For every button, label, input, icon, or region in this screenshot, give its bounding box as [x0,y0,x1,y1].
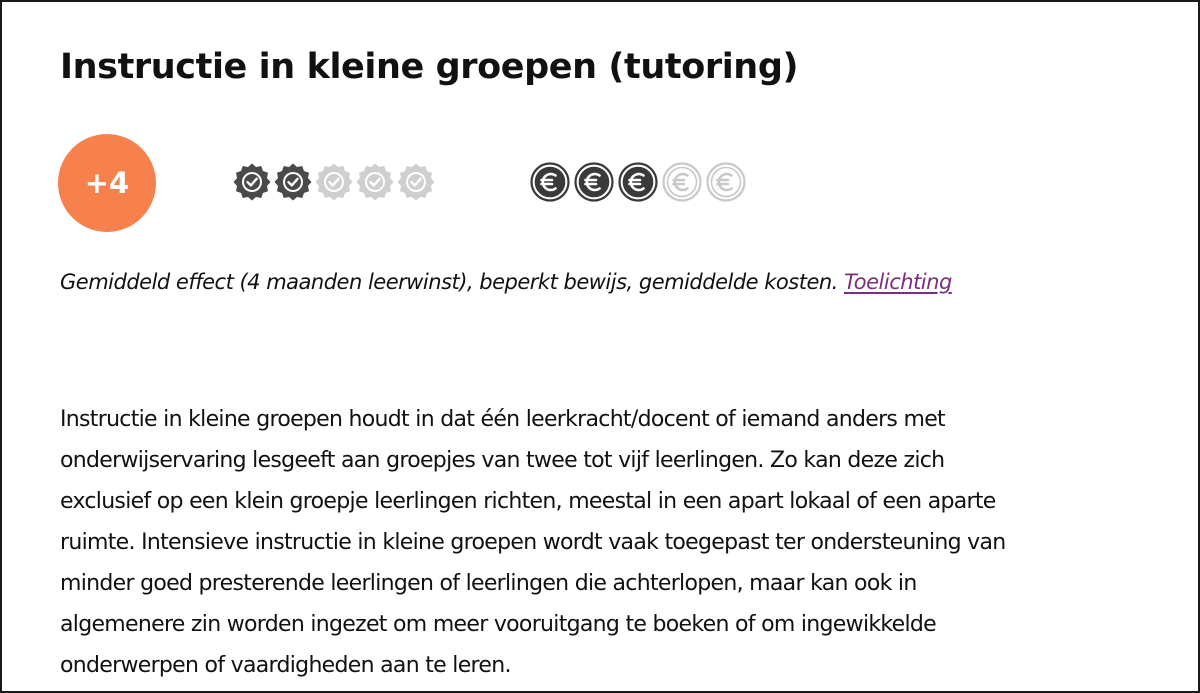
euro-coin-icon [574,162,614,202]
paragraph-line: Instructie in kleine groepen houdt in dat één leerkracht/docent of iemand anders met [60,407,945,432]
paragraph-line: exclusief op een klein groepje leerlingen richten, meestal in een apart lokaal of een aparte [60,489,996,514]
evidence-rating [233,163,435,201]
euro-coin-icon [662,162,702,202]
summary-text: Gemiddeld effect (4 maanden leerwinst), beperkt bewijs, gemiddelde kosten. [60,270,845,294]
cost-rating [530,162,746,202]
check-seal-icon [315,163,353,201]
euro-coin-icon [706,162,746,202]
euro-coin-icon [618,162,658,202]
check-seal-icon [233,163,271,201]
paragraph-line: onderwijservaring lesgeeft aan groepjes van twee tot vijf leerlingen. Zo kan deze zich [60,448,945,473]
paragraph-line: ruimte. Intensieve instructie in kleine groepen wordt vaak toegepast ter ondersteuning van [60,530,1006,555]
paragraph-line: algemenere zin worden ingezet om meer vooruitgang te boeken of om ingewikkelde [60,612,936,637]
check-seal-icon [356,163,394,201]
summary-line [60,270,952,294]
page-title: Instructie in kleine groepen (tutoring) [60,47,799,87]
toelichting-link[interactable]: Toelichting [844,270,952,294]
check-seal-icon [397,163,435,201]
impact-badge: +4 [58,134,156,232]
description-paragraph [60,399,1170,686]
check-seal-icon [274,163,312,201]
paragraph-line: minder goed presterende leerlingen of leerlingen die achterlopen, maar kan ook in [60,571,917,596]
paragraph-line: onderwerpen of vaardigheden aan te leren. [60,653,511,678]
euro-coin-icon [530,162,570,202]
